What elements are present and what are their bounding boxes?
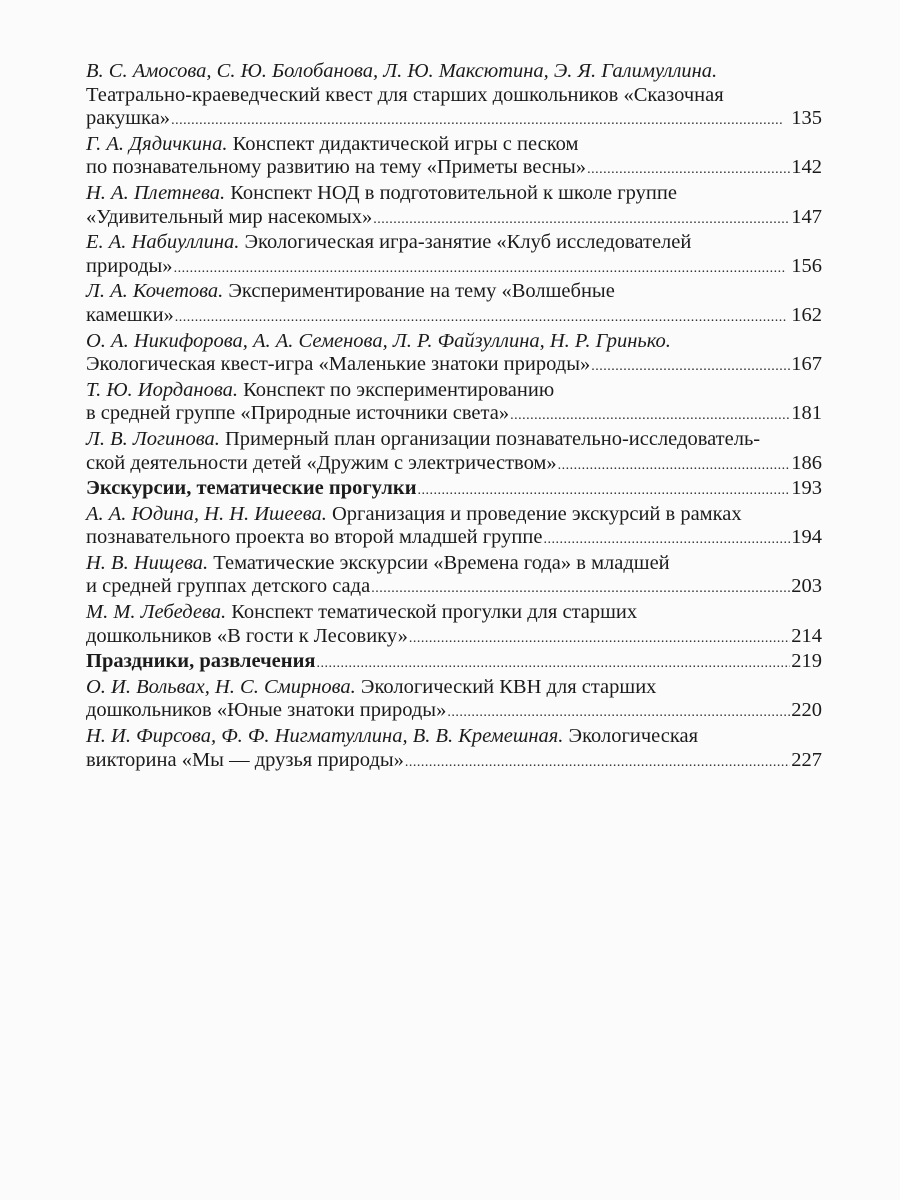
- entry-title-part: Конспект по экспериментированию: [237, 378, 555, 401]
- entry-author: Н. А. Плетнева.: [86, 181, 226, 204]
- entry-author: Т. Ю. Иорданова.: [86, 378, 238, 401]
- leader-dots: [447, 701, 790, 725]
- entry-title-part: Экспериментирование на тему «Волшебные: [223, 280, 615, 303]
- entry-title-line: камешки»: [86, 303, 174, 326]
- leader-dots: [171, 109, 790, 133]
- entry-title-part: Тематические экскурсии «Времена года» в младшей: [208, 551, 670, 574]
- entry-title-part: Конспект НОД в подготовительной к школе группе: [225, 181, 677, 204]
- entry-title-line: ской деятельности детей «Дружим с электричеством»: [86, 451, 557, 474]
- entry-title-line: Театрально-краеведческий квест для старших дошкольников «Сказочная: [86, 83, 724, 106]
- page-number: 156: [791, 254, 822, 277]
- toc-entry: [86, 133, 822, 182]
- leader-dots: [405, 751, 790, 775]
- entry-author: О. И. Вольвах, Н. С. Смирнова.: [86, 675, 356, 698]
- entry-author: О. А. Никифорова, А. А. Семенова, Л. Р. Файзуллина, Н. Р. Гринько.: [86, 329, 671, 352]
- entry-title-part: Экологический КВН для старших: [355, 675, 657, 698]
- section-title: Праздники, развлечения: [86, 650, 316, 673]
- entry-title-line: познавательного проекта во второй младшей группе: [86, 526, 543, 549]
- entry-title-part: Экологическая игра-занятие «Клуб исследователей: [239, 231, 692, 254]
- toc-entry: [86, 280, 822, 329]
- page-number: 162: [791, 303, 822, 326]
- leader-dots: [371, 577, 790, 601]
- entry-title-line: дошкольников «Юные знатоки природы»: [86, 699, 447, 722]
- entry-title-line: викторина «Мы — друзья природы»: [86, 748, 404, 771]
- table-of-contents: [86, 60, 822, 774]
- page-number: 135: [791, 107, 822, 130]
- leader-dots: [558, 454, 791, 478]
- entry-title-part: Конспект дидактической игры с песком: [227, 132, 579, 155]
- entry-author: Л. А. Кочетова.: [86, 280, 224, 303]
- toc-entry: [86, 379, 822, 428]
- page-number: 167: [791, 353, 822, 376]
- toc-entry: [86, 725, 822, 774]
- page-number: 214: [791, 624, 822, 647]
- leader-dots: [174, 257, 791, 281]
- section-title: Экскурсии, тематические прогулки: [86, 477, 417, 500]
- page-number: 194: [791, 526, 822, 549]
- entry-author: Е. А. Набиуллина.: [86, 231, 240, 254]
- entry-title-part: Примерный план организации познавательно-исследователь-: [219, 427, 761, 450]
- entry-author: Л. В. Логинова.: [86, 427, 220, 450]
- toc-section: [86, 477, 822, 503]
- toc-entry: [86, 182, 822, 231]
- entry-author: А. А. Юдина, Н. Н. Ишеева.: [86, 502, 327, 525]
- entry-title-line: природы»: [86, 254, 173, 277]
- entry-title-line: Экологическая квест-игра «Маленькие знатоки природы»: [86, 353, 591, 376]
- entry-author: В. С. Амосова, С. Ю. Болобанова, Л. Ю. Максютина, Э. Я. Галимуллина.: [86, 60, 718, 82]
- entry-title-part: Конспект тематической прогулки для старших: [226, 601, 638, 624]
- entry-title-part: Экологическая: [563, 725, 699, 748]
- leader-dots: [543, 528, 790, 552]
- toc-section: [86, 650, 822, 676]
- leader-dots: [316, 652, 790, 676]
- entry-title-line: дошкольников «В гости к Лесовику»: [86, 624, 408, 647]
- leader-dots: [409, 627, 790, 651]
- page-number: 193: [791, 477, 822, 500]
- page-number: 186: [791, 451, 822, 474]
- entry-title-part: Организация и проведение экскурсий в рамках: [326, 502, 742, 525]
- leader-dots: [510, 404, 790, 428]
- page-number: 147: [791, 205, 822, 228]
- toc-entry: [86, 231, 822, 280]
- toc-entry: [86, 552, 822, 601]
- page-number: 181: [791, 402, 822, 425]
- entry-title-line: «Удивительный мир насекомых»: [86, 205, 373, 228]
- entry-author: Н. В. Нищева.: [86, 551, 209, 574]
- leader-dots: [373, 208, 790, 232]
- toc-entry: [86, 60, 822, 133]
- page-number: 227: [791, 748, 822, 771]
- entry-title-line: и средней группах детского сада: [86, 575, 371, 598]
- entry-author: Г. А. Дядичкина.: [86, 132, 228, 155]
- leader-dots: [418, 479, 791, 503]
- entry-title-line: по познавательному развитию на тему «Приметы весны»: [86, 156, 587, 179]
- page-number: 220: [791, 699, 822, 722]
- leader-dots: [175, 306, 790, 330]
- page-number: 219: [791, 650, 822, 673]
- toc-entry: [86, 330, 822, 379]
- page-number: 203: [791, 575, 822, 598]
- toc-entry: [86, 676, 822, 725]
- entry-title-line: ракушка»: [86, 107, 171, 130]
- toc-entry: [86, 428, 822, 477]
- entry-author: Н. И. Фирсова, Ф. Ф. Нигматуллина, В. В. Кремешная.: [86, 725, 564, 748]
- toc-entry: [86, 503, 822, 552]
- toc-entry: [86, 601, 822, 650]
- leader-dots: [587, 158, 790, 182]
- entry-author: М. М. Лебедева.: [86, 601, 227, 624]
- page-number: 142: [791, 156, 822, 179]
- entry-title-line: в средней группе «Природные источники света»: [86, 402, 510, 425]
- leader-dots: [591, 355, 790, 379]
